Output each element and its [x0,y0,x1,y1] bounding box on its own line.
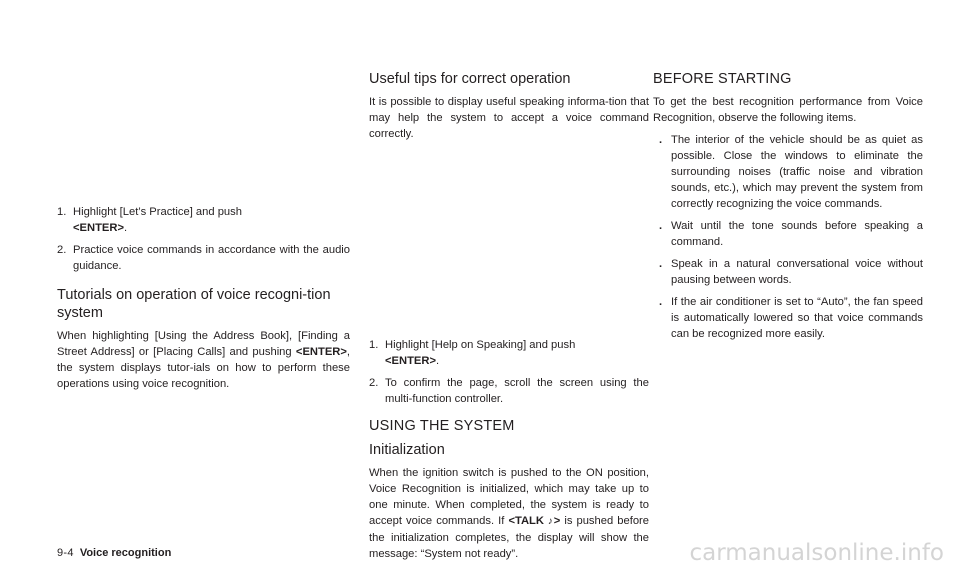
list-item [369,375,649,407]
useful-tips-heading: Useful tips for correct operation [369,71,571,87]
list-item [653,294,923,342]
bullet-mark: . [659,220,663,232]
watermark: carmanualsonline.info [689,540,944,566]
list-item [653,218,923,250]
para-text: , the system displays tutor-ials on how to perform these operations using voice recognition. [57,346,350,390]
column-1 [57,204,350,392]
tutorials-paragraph [57,328,350,392]
useful-tips-paragraph: It is possible to display useful speaking informa-tion that may help the system to accept a voice command correctly. [369,96,649,140]
using-the-system-heading: USING THE SYSTEM [369,418,515,434]
tips-list [653,132,923,342]
step-text: To confirm the page, scroll the screen using the multi-function controller. [385,377,649,405]
enter-key-label: <ENTER> [295,346,347,358]
list-item [57,242,350,274]
bullet-text: Wait until the tone sounds before speaking a command. [671,220,923,248]
step-text: Practice voice commands in accordance with the audio guidance. [73,244,350,272]
column-2 [369,70,649,562]
step-text: Highlight [Let’s Practice] and push [73,206,242,218]
bullet-mark: . [659,258,663,270]
section-name: Voice recognition [79,547,172,559]
step-number: 1. [57,206,67,218]
before-starting-heading: BEFORE STARTING [653,71,792,87]
page-number: 9-4 [57,547,74,559]
before-starting-paragraph: To get the best recognition performance from Voice Recognition, observe the following items. [653,96,923,124]
step-number: 1. [369,339,379,351]
bullet-text: The interior of the vehicle should be as quiet as possible. Close the windows to eliminate the surrounding noises (traffic noise and vibration sounds, etc.), which may prevent the system from correctly recognizing the voice commands. [671,134,923,210]
list-item [653,132,923,212]
enter-key-label: <ENTER> [73,222,124,234]
para-text: When highlighting [Using the Address Book], [Finding a Street Address] or [Placing Calls] and pushing [57,330,350,358]
list-item [57,204,350,236]
bullet-mark: . [659,134,663,146]
tutorials-heading: Tutorials on operation of voice recogni-tion system [57,287,331,321]
column-3 [653,70,923,348]
bullet-text: If the air conditioner is set to “Auto”, the fan speed is automatically lowered so that voice commands can be recognized more easily. [671,296,923,340]
initialization-paragraph [369,465,649,562]
enter-key-label: <ENTER> [385,355,436,367]
talk-icon: ♪ [543,516,554,527]
para-text: is pushed before the initialization completes, the display will show the message: “System not ready”. [369,515,649,560]
step-end: . [123,222,128,234]
bullet-text: Speak in a natural conversational voice without pausing between words. [671,258,923,286]
list-item [653,256,923,288]
image-spacer [369,142,649,337]
step-number: 2. [57,244,67,256]
talk-key-end: > [553,515,561,527]
bullet-mark: . [659,296,663,308]
initialization-heading: Initialization [369,442,445,458]
talk-key-label: <TALK [508,515,544,527]
step-number: 2. [369,377,379,389]
para-text: When the ignition switch is pushed to the ON position, Voice Recognition is initialized, which may take up to one minute. When completed, the system is ready to accept voice commands. If [369,467,649,527]
page-footer [57,547,171,559]
step-text: Highlight [Help on Speaking] and push [385,339,576,351]
step-end: . [435,355,440,367]
list-item [369,337,649,369]
